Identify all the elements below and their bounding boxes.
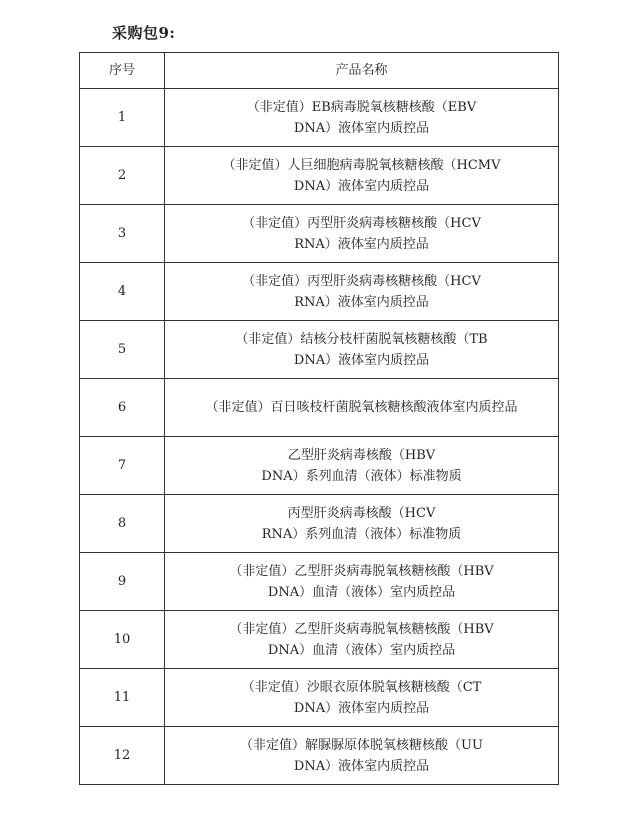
product-name-text: （非定值）人巨细胞病毒脱氧核糖核酸（HCMV DNA）液体室内质控品 — [222, 157, 501, 194]
row-number: 12 — [80, 727, 165, 785]
product-name — [165, 553, 559, 611]
table-row — [80, 147, 559, 205]
table-row — [80, 727, 559, 785]
row-number: 10 — [80, 611, 165, 669]
row-number: 9 — [80, 553, 165, 611]
row-number: 2 — [80, 147, 165, 205]
row-number: 3 — [80, 205, 165, 263]
product-name — [165, 495, 559, 553]
table-row — [80, 89, 559, 147]
column-header-name: 产品名称 — [165, 53, 559, 89]
product-name-text: （非定值）结核分枝杆菌脱氧核糖核酸（TB DNA）液体室内质控品 — [235, 331, 488, 368]
product-name — [165, 669, 559, 727]
product-name — [165, 321, 559, 379]
product-name — [165, 379, 559, 437]
product-name-text: （非定值）乙型肝炎病毒脱氧核糖核酸（HBV DNA）血清（液体）室内质控品 — [229, 621, 494, 658]
table-row — [80, 437, 559, 495]
table-row — [80, 553, 559, 611]
table-row — [80, 495, 559, 553]
product-name-text: （非定值）沙眼衣原体脱氧核糖核酸（CT DNA）液体室内质控品 — [241, 679, 482, 716]
product-name — [165, 147, 559, 205]
row-number: 1 — [80, 89, 165, 147]
product-name — [165, 205, 559, 263]
table-row — [80, 611, 559, 669]
product-name-text: （非定值）百日咳枝杆菌脱氧核糖核酸液体室内质控品 — [205, 400, 518, 415]
row-number: 7 — [80, 437, 165, 495]
table-row — [80, 263, 559, 321]
product-name — [165, 89, 559, 147]
table-row — [80, 321, 559, 379]
product-name — [165, 437, 559, 495]
product-name-text: （非定值）乙型肝炎病毒脱氧核糖核酸（HBV DNA）血清（液体）室内质控品 — [229, 563, 494, 600]
row-number: 4 — [80, 263, 165, 321]
product-name-text: （非定值）EB病毒脱氧核糖核酸（EBV DNA）液体室内质控品 — [246, 99, 477, 136]
row-number: 5 — [80, 321, 165, 379]
product-name — [165, 263, 559, 321]
table-row — [80, 205, 559, 263]
package-title: 采购包9: — [112, 24, 176, 42]
product-name-text: （非定值）解脲脲原体脱氧核糖核酸（UU DNA）液体室内质控品 — [240, 737, 483, 774]
product-name — [165, 727, 559, 785]
product-name — [165, 611, 559, 669]
row-number: 6 — [80, 379, 165, 437]
row-number: 11 — [80, 669, 165, 727]
row-number: 8 — [80, 495, 165, 553]
column-header-no: 序号 — [80, 53, 165, 89]
table-row — [80, 669, 559, 727]
product-name-text: 丙型肝炎病毒核酸（HCV RNA）系列血清（液体）标准物质 — [261, 505, 462, 542]
table-row — [80, 379, 559, 437]
product-table — [79, 52, 559, 785]
product-name-text: （非定值）丙型肝炎病毒核糖核酸（HCV RNA）液体室内质控品 — [242, 215, 481, 252]
product-name-text: （非定值）丙型肝炎病毒核糖核酸（HCV RNA）液体室内质控品 — [242, 273, 481, 310]
product-name-text: 乙型肝炎病毒核酸（HBV DNA）系列血清（液体）标准物质 — [261, 447, 462, 484]
table-header-row — [80, 53, 559, 89]
